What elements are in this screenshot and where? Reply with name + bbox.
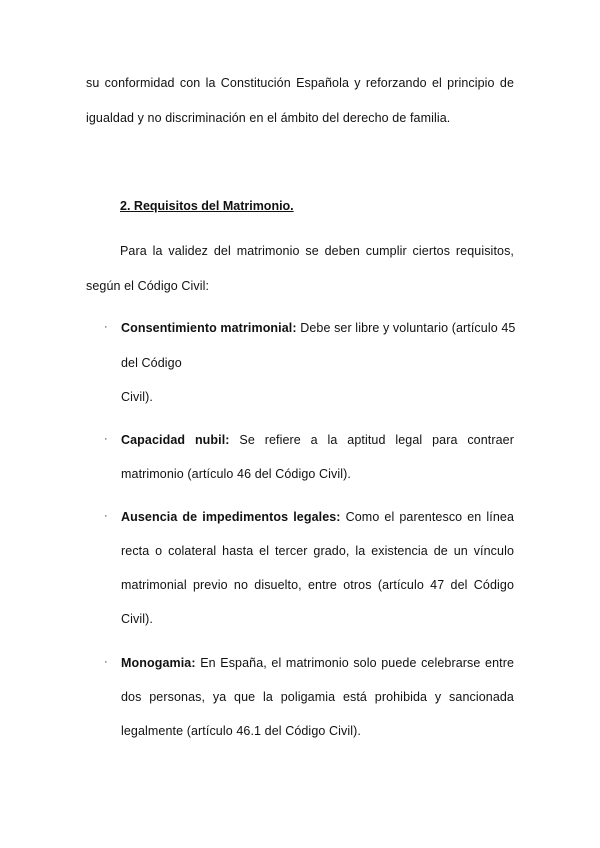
intro-line-1: su conformidad con la Constitución Española y reforzando el principio de <box>86 76 514 90</box>
list-item-2-line-1 <box>121 433 514 447</box>
list-item-3-line-4: Civil). <box>121 612 153 626</box>
bullet-2: · <box>104 433 108 445</box>
bullet-1: · <box>104 321 108 333</box>
list-item-3-line-1 <box>121 510 514 524</box>
list-item-3-line-3: matrimonial previo no disuelto, entre otros (artículo 47 del Código <box>121 578 514 592</box>
list-item-1-line-2: del Código <box>121 356 182 370</box>
list-item-4-label: Monogamia: <box>121 656 196 670</box>
list-item-1-line-1 <box>121 321 515 335</box>
list-item-2-text-1: Se refiere a la aptitud legal para contraer <box>239 433 514 447</box>
intro-line-2: igualdad y no discriminación en el ámbito del derecho de familia. <box>86 111 451 125</box>
bullet-4: · <box>104 656 108 668</box>
list-item-4-line-2: dos personas, ya que la poligamia está prohibida y sancionada <box>121 690 514 704</box>
lead-line-1: Para la validez del matrimonio se deben cumplir ciertos requisitos, <box>120 244 514 258</box>
list-item-3-label: Ausencia de impedimentos legales: <box>121 510 341 524</box>
lead-line-2: según el Código Civil: <box>86 279 210 293</box>
list-item-3-line-2: recta o colateral hasta el tercer grado, la existencia de un vínculo <box>121 544 514 558</box>
list-item-1-line-3: Civil). <box>121 390 153 404</box>
section-number: 2. <box>120 199 131 213</box>
section-heading <box>120 199 294 213</box>
list-item-2-label: Capacidad nubil: <box>121 433 230 447</box>
bullet-3: · <box>104 510 108 522</box>
section-title: Requisitos del Matrimonio. <box>133 199 294 213</box>
list-item-4-text-1: En España, el matrimonio solo puede celebrarse entre <box>200 656 515 670</box>
list-item-1-label: Consentimiento matrimonial: <box>121 321 297 335</box>
list-item-2-line-2: matrimonio (artículo 46 del Código Civil). <box>121 467 351 481</box>
list-item-4-line-3: legalmente (artículo 46.1 del Código Civil). <box>121 724 361 738</box>
list-item-4-line-1 <box>121 656 514 670</box>
list-item-3-text-1: Como el parentesco en línea <box>345 510 515 524</box>
list-item-1-text-1: Debe ser libre y voluntario (artículo 45 <box>300 321 516 335</box>
